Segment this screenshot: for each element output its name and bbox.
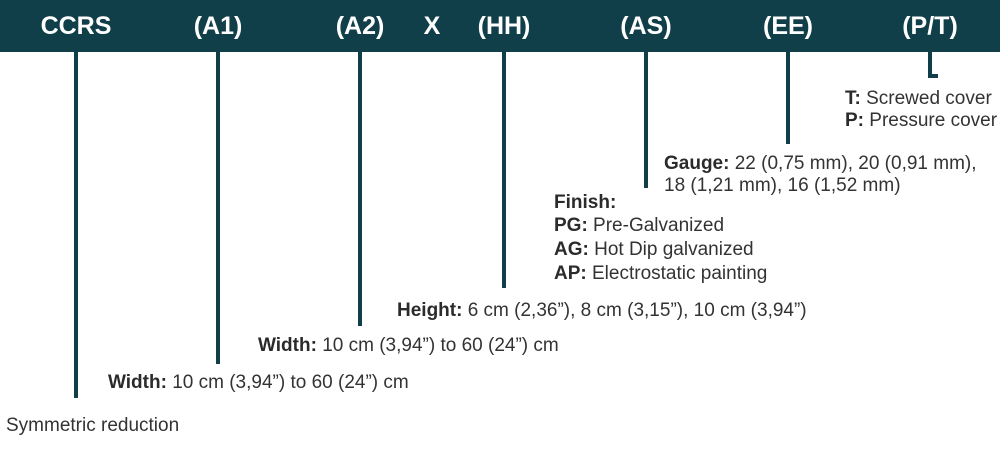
cover-type-label-screwed [845,88,992,110]
finish-title-text: Finish: [554,192,617,213]
finish-ap-value: Electrostatic painting [586,263,768,284]
cover-p-value: Pressure cover [864,110,998,131]
code-header-bar [0,0,1000,52]
leader-line-ccrs [74,52,78,398]
gauge-key: Gauge: [664,153,730,174]
code-hh: (HH) [477,12,531,40]
finish-ag-key: AG: [554,239,589,260]
leader-line-a2 [358,52,362,326]
height-label [397,300,807,322]
width-a1-label [108,372,409,394]
code-as: (AS) [620,12,672,40]
leader-line-pt-hook [928,74,938,78]
width-a2-key: Width: [258,335,317,356]
gauge-values-line1: 22 (0,75 mm), 20 (0,91 mm), [729,153,977,174]
finish-ag-value: Hot Dip galvanized [588,239,754,260]
height-value: 6 cm (2,36”), 8 cm (3,15”), 10 cm (3,94”) [462,300,807,321]
cover-type-label-pressure [845,110,997,132]
code-ee: (EE) [763,12,813,40]
cover-t-value: Screwed cover [860,88,992,109]
code-pt: (P/T) [902,12,958,40]
width-a1-key: Width: [108,372,167,393]
code-a1: (A1) [193,12,243,40]
leader-line-a1 [216,52,220,364]
gauge-label-line1 [664,153,977,175]
finish-ap [554,263,767,285]
cover-p-key: P: [845,110,864,131]
code-a2: (A2) [335,12,385,40]
width-a2-value: 10 cm (3,94”) to 60 (24”) cm [316,335,559,356]
code-x: X [423,12,441,40]
finish-pg [554,215,724,237]
symmetric-reduction-label: Symmetric reduction [6,415,180,436]
width-a1-value: 10 cm (3,94”) to 60 (24”) cm [166,372,409,393]
finish-ap-key: AP: [554,263,587,284]
finish-title [554,192,616,214]
leader-line-hh [502,52,506,288]
finish-pg-key: PG: [554,215,588,236]
width-a2-label [258,335,559,357]
finish-ag [554,239,754,261]
finish-pg-value: Pre-Galvanized [587,215,725,236]
gauge-values-line2: 18 (1,21 mm), 16 (1,52 mm) [664,175,901,196]
leader-line-as [644,52,648,188]
cover-t-key: T: [845,88,861,109]
code-ccrs: CCRS [40,12,112,40]
height-key: Height: [397,300,463,321]
leader-line-ee [786,52,790,144]
